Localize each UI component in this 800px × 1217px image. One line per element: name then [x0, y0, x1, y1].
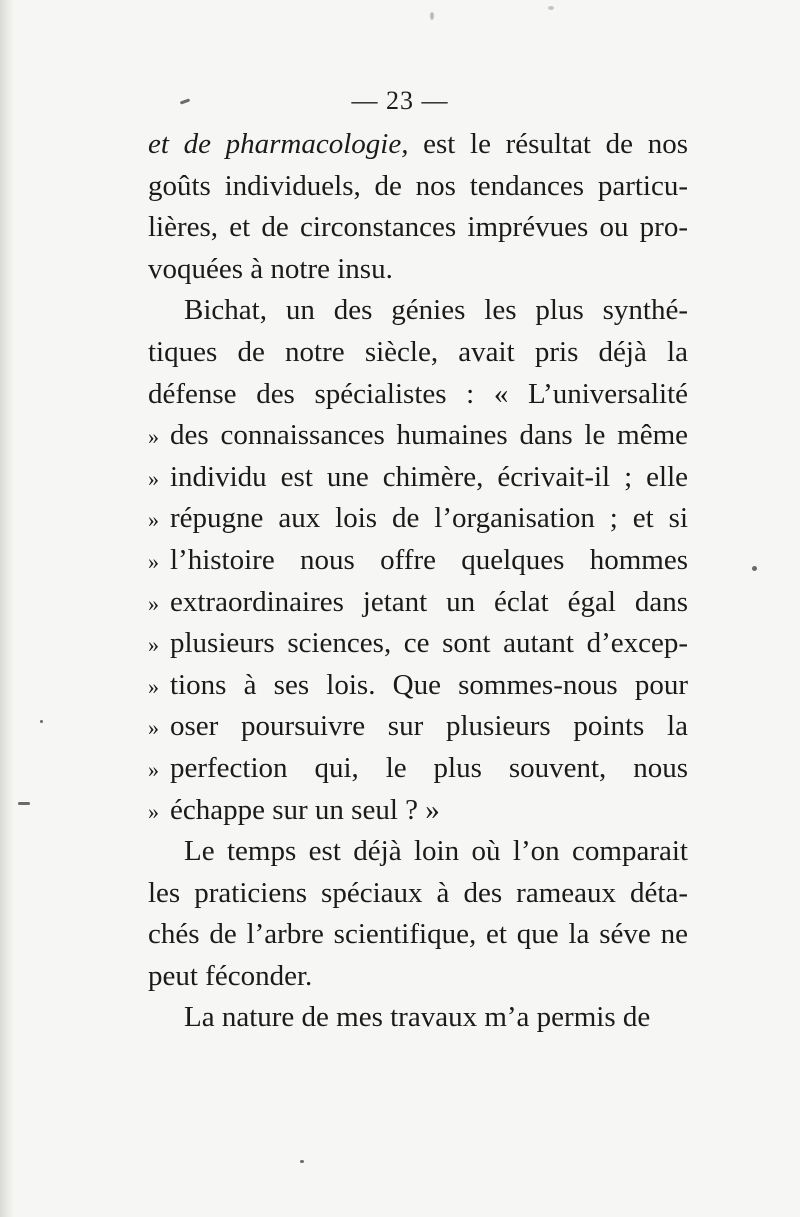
quote-line-5 — [148, 582, 688, 624]
paper-speck — [40, 720, 43, 723]
text-line-7: défense des spécialistes : « L’universalité — [148, 377, 688, 410]
quote-line-6 — [148, 623, 688, 665]
quote-line-2 — [148, 457, 688, 499]
line-text: répugne aux lois de l’organisation ; et si — [170, 502, 688, 535]
quote-line-10 — [148, 790, 688, 832]
line-text: des connaissances humaines dans le même — [170, 419, 688, 452]
quote-mark: » — [148, 632, 159, 658]
text-line-18: Le temps est déjà loin où l’on comparait — [184, 835, 688, 868]
text-line-5: Bichat, un des génies les plus synthé- — [184, 294, 688, 327]
line-text: individu est une chimère, écrivait-il ; elle — [170, 460, 688, 493]
line-text: oser poursuivre sur plusieurs points la — [170, 710, 688, 743]
page-binding-edge — [0, 0, 14, 1217]
quote-mark: » — [148, 548, 159, 574]
paper-speck — [18, 802, 30, 805]
text-line-21: peut féconder. — [148, 959, 313, 992]
quote-mark: » — [148, 673, 159, 699]
line-text: tions à ses lois. Que sommes-nous pour — [170, 668, 688, 701]
text-line-4: voquées à notre insu. — [148, 252, 393, 285]
paper-speck — [430, 12, 434, 20]
text-line-6: tiques de notre siècle, avait pris déjà la — [148, 335, 688, 368]
quote-line-8 — [148, 706, 688, 748]
italic-phrase: et de pharmacologie, — [148, 128, 409, 160]
line-text: l’histoire nous offre quelques hommes — [170, 543, 688, 576]
line-text: plusieurs sciences, ce sont autant d’excep- — [170, 627, 688, 660]
line-text: perfection qui, le plus souvent, nous — [170, 751, 688, 784]
paper-speck — [752, 566, 757, 571]
quote-mark: » — [148, 756, 159, 782]
quote-mark: » — [148, 798, 159, 824]
quote-mark: » — [148, 715, 159, 741]
text-line-1 — [148, 124, 688, 166]
quote-line-9 — [148, 748, 688, 790]
text-line-22: La nature de mes travaux m’a permis de — [184, 1001, 651, 1034]
text-line-3: lières, et de circonstances imprévues ou pro- — [148, 211, 688, 244]
quote-line-4 — [148, 540, 688, 582]
quote-mark: » — [148, 590, 159, 616]
text-line-2: goûts individuels, de nos tendances particu- — [148, 169, 688, 202]
quote-mark: » — [148, 465, 159, 491]
quote-line-1 — [148, 415, 688, 457]
paper-speck — [548, 6, 554, 10]
line-text: extraordinaires jetant un éclat égal dans — [170, 585, 688, 618]
body-text — [148, 124, 688, 1039]
quote-line-7 — [148, 665, 688, 707]
quote-mark: » — [148, 424, 159, 450]
page-number: — 23 — — [351, 86, 449, 115]
quote-mark: » — [148, 507, 159, 533]
quote-line-3 — [148, 498, 688, 540]
line-text: échappe sur un seul ? » — [170, 793, 440, 826]
text-line-19: les praticiens spéciaux à des rameaux déta- — [148, 876, 688, 909]
text-line-20: chés de l’arbre scientifique, et que la séve ne — [148, 918, 688, 951]
paper-speck — [300, 1160, 304, 1163]
line-text: est le résultat de nos — [408, 128, 688, 160]
